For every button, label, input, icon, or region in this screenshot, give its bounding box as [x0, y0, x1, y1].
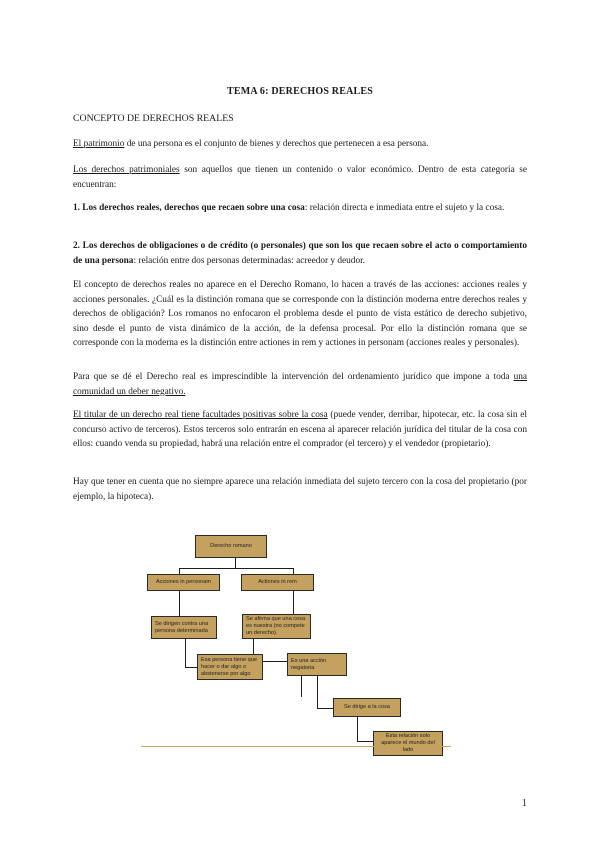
connector-line — [179, 591, 180, 616]
connector-line — [357, 717, 358, 741]
connector-line — [293, 591, 294, 616]
paragraph-text: son aquellos que tienen un contenido o valor económico. Dentro de esta categoría se encuentran: — [73, 165, 528, 190]
connector-line — [235, 558, 236, 568]
paragraph-patrimonio — [73, 137, 527, 152]
connector-line — [301, 676, 302, 696]
document-title: TEMA 6: DERECHOS REALES — [226, 86, 374, 97]
paragraph-text: (puede vender, derribar, hipotecar, etc. la cosa sin el concurso activo de terceros). Estos terceros solo entrarán en escena al aparecer relación jurídica del titular de la cosa con ellos: cuando venda su propiedad, habrá una relación entre el comprador (el tercero) y el vendedor (propietario). — [73, 410, 527, 450]
node-derecho-romano: Derecho romano — [195, 535, 267, 558]
paragraph-derechos-obligaciones — [73, 239, 527, 268]
paragraph-text: : relación entre dos personas determinadas: acreedor y deudor. — [133, 255, 366, 266]
actions-diagram — [141, 530, 451, 770]
connector-line — [357, 741, 373, 742]
section-heading: CONCEPTO DE DERECHOS REALES — [73, 113, 234, 124]
underlined-term: El titular de un derecho real tiene facultades positivas sobre la cosa — [73, 410, 328, 420]
paragraph-hipoteca: Hay que tener en cuenta que no siempre aparece una relación inmediata del sujeto tercero con la cosa del propietario (por ejemplo, la hipoteca). — [73, 477, 527, 502]
connector-line — [179, 568, 293, 569]
connector-line — [317, 676, 318, 708]
node-actiones-in-rem: Actiones in rem — [241, 574, 314, 591]
node-accion-negatoria: Es una acción negatoria — [287, 653, 347, 676]
connector-line — [317, 708, 333, 709]
paragraph-ordenamiento — [73, 370, 527, 399]
node-se-dirige-cosa: Se dirige a la cosa — [333, 698, 401, 717]
bold-term: 2. Los derechos de obligaciones o de crédito (o personales) que son los que recaen sobre el acto o comportamiento de una persona — [73, 241, 527, 266]
paragraph-titular — [73, 408, 527, 452]
paragraph-text: : relación directa e inmediata entre el sujeto y la cosa. — [304, 203, 505, 213]
page-number: 1 — [522, 798, 527, 809]
node-hacer-dar-algo: Esa persona tiene que hacer o dar algo o abstenerse por algo — [197, 654, 263, 680]
underlined-term: una comunidad un deber negativo. — [73, 372, 527, 397]
diagram-baseline — [141, 746, 451, 747]
node-afirma-cosa-nuestra: Se afirma que una cosa es nuestra (no compete un derecho). — [242, 614, 311, 639]
paragraph-text: de una persona es el conjunto de bienes y derechos que pertenecen a esa persona. — [124, 139, 429, 149]
underlined-term: El patrimonio — [73, 139, 125, 149]
paragraph-derechos-patrimoniales — [73, 163, 527, 192]
connector-line — [185, 667, 197, 668]
paragraph-text: Para que se dé el Derecho real es imprescindible la intervención del ordenamiento jurídico que impone a toda — [73, 372, 514, 382]
underlined-term: Los derechos patrimoniales — [73, 165, 180, 175]
bold-term: 1. Los derechos reales, derechos que recaen sobre una cosa — [73, 203, 305, 213]
paragraph-concepto-romano: El concepto de derechos reales no aparece en el Derecho Romano, lo hacen a través de las acciones: acciones reales y acciones personales. ¿Cuál es la distinción romana que se corresponde con la distinción moderna entre derechos reales y derechos de obligación? Los romanos no enfocaron el problema desde el punto de vista estático de derecho subjetivo, sino desde el punto de vista dinámico de la acción, de la defensa procesal. Por ello la distinción romana que se corresponde con la moderna es la distinción entre actiones in rem y actiones in personam (acciones reales y personales). — [73, 280, 527, 349]
node-relacion-final: Esta relación solo aparece el mundo del lado — [373, 731, 443, 756]
paragraph-derechos-reales — [73, 201, 527, 216]
node-persona-determinada: Se dirigen contra una persona determinada — [151, 616, 217, 639]
connector-line — [185, 639, 186, 667]
node-acciones-in-personam: Acciones in personam — [147, 574, 220, 591]
connector-line — [301, 696, 302, 697]
